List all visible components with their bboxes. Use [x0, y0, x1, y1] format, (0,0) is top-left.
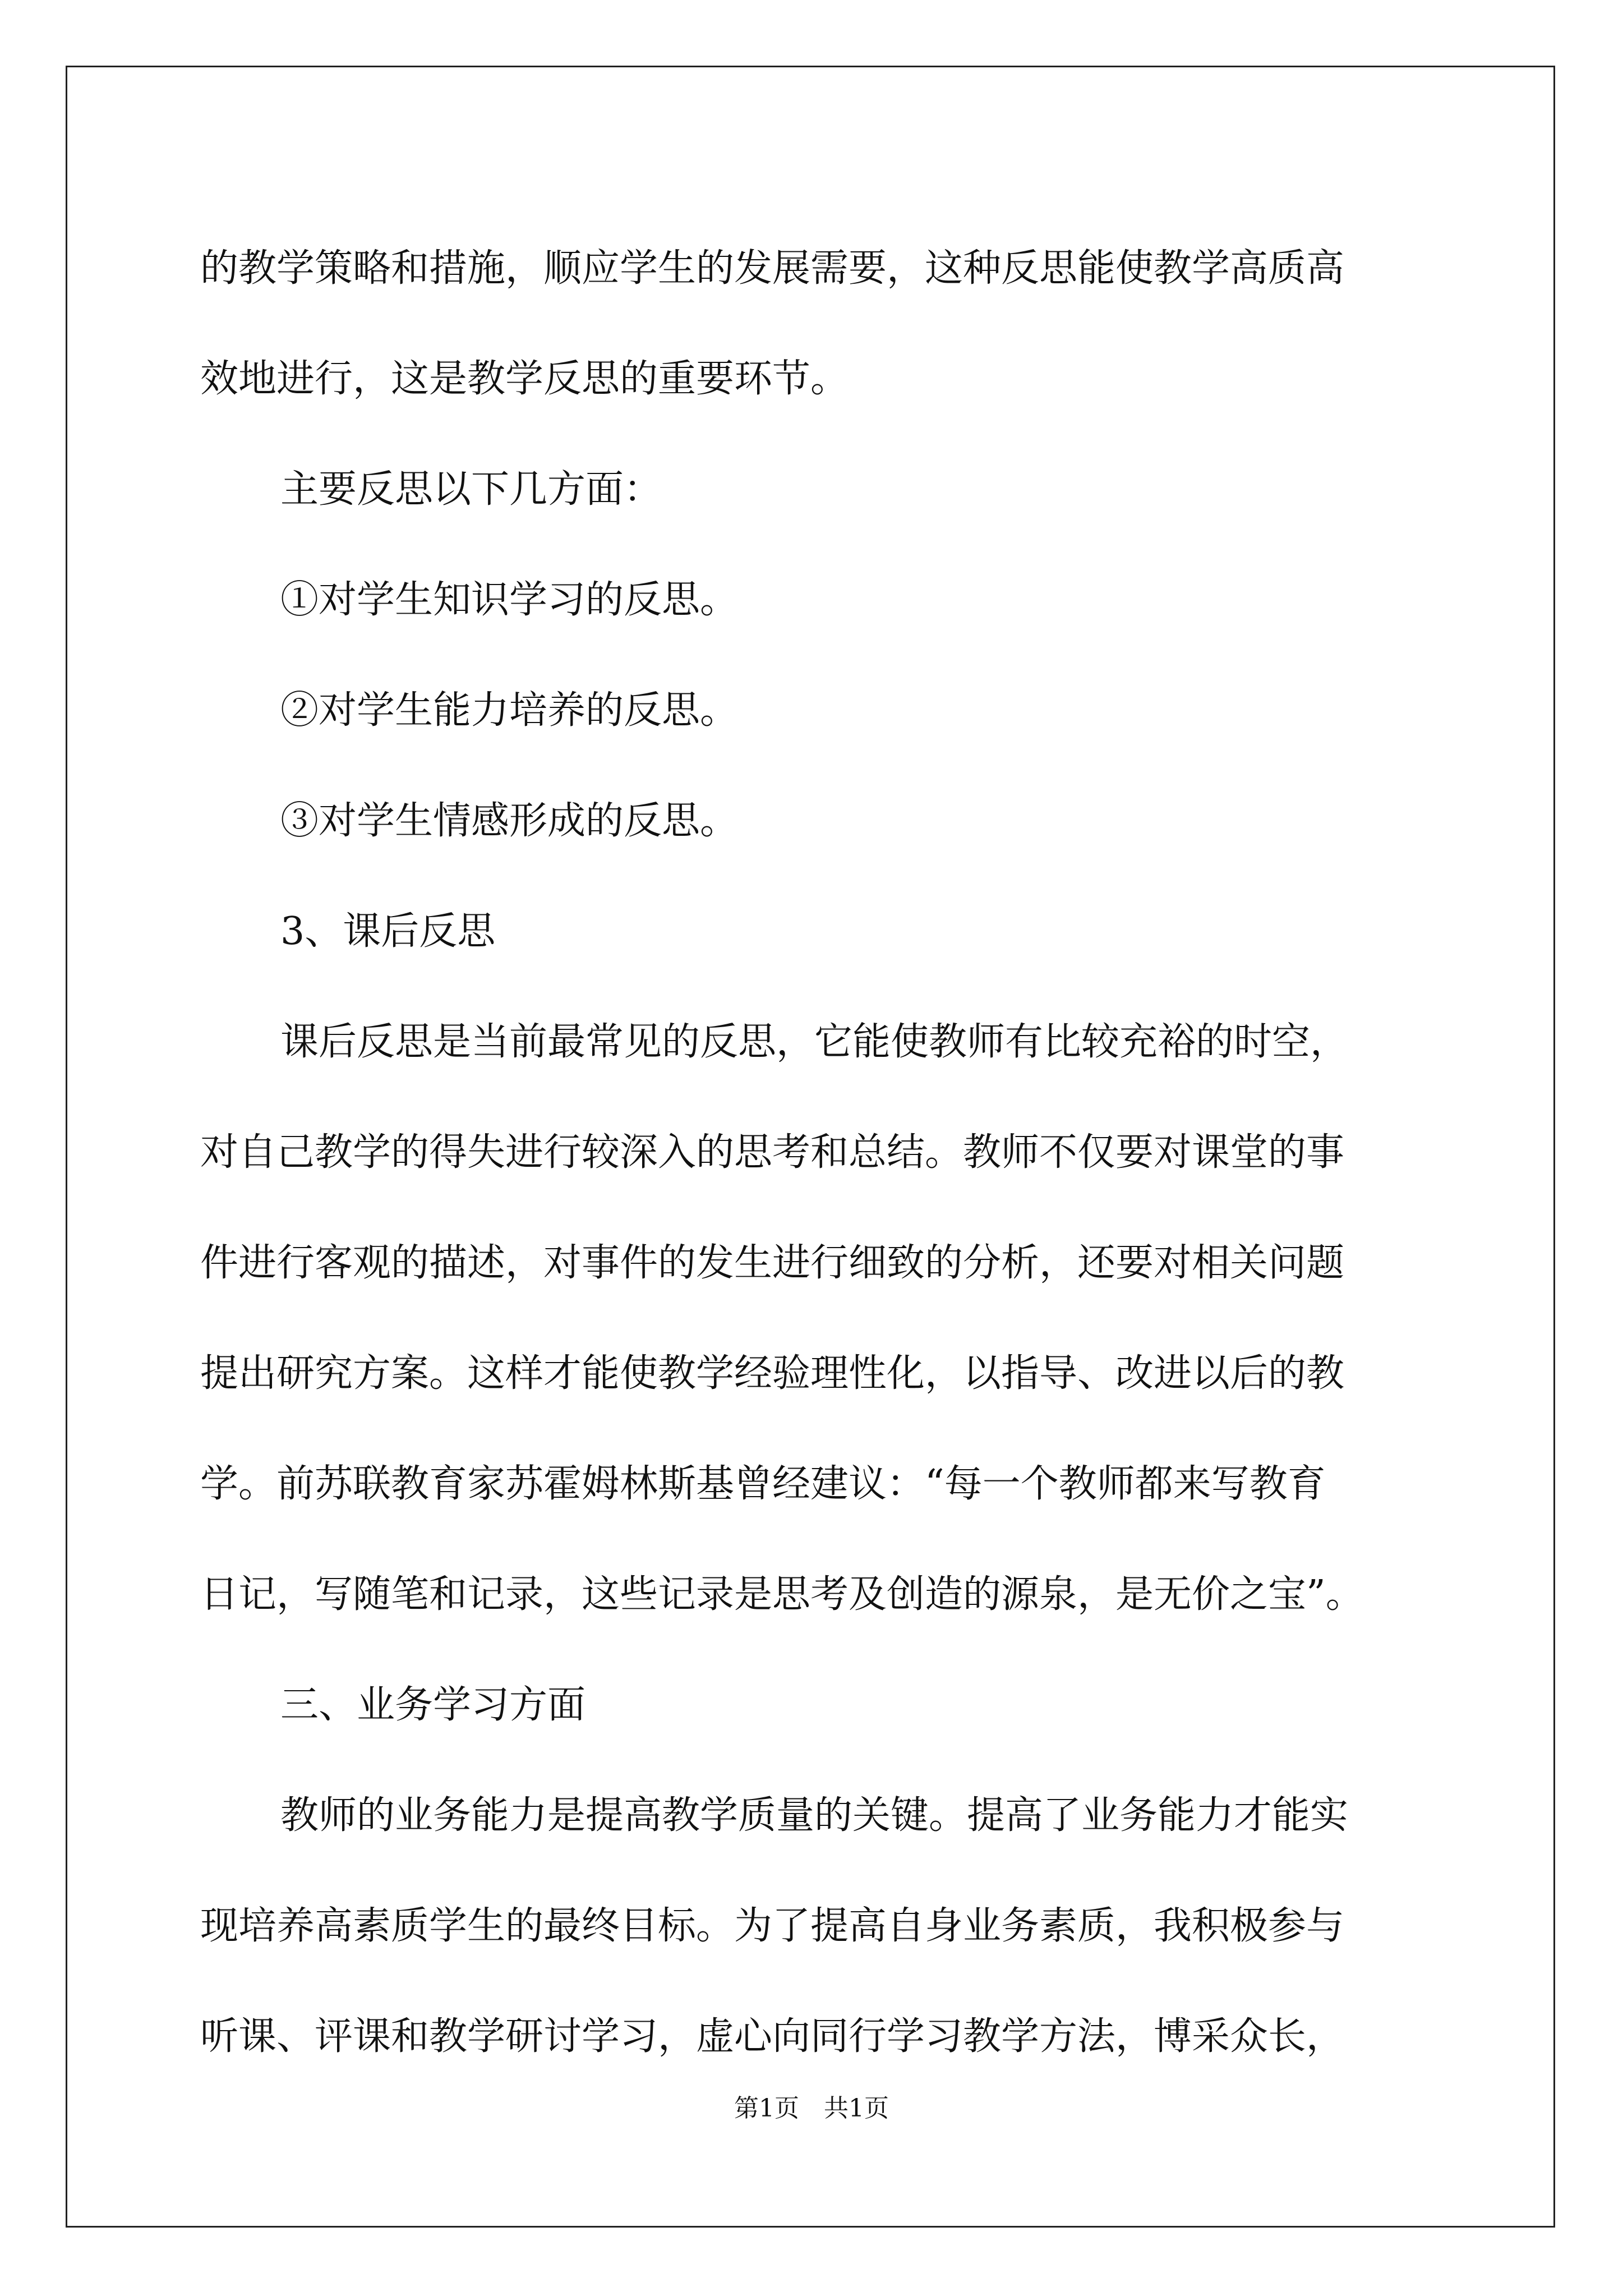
text-line-6: ③对学生情感形成的反思。: [280, 799, 739, 843]
text-line-9: 对自己教学的得失进行较深入的思考和总结。教师不仅要对课堂的事: [200, 1130, 1345, 1175]
section-heading-professional-study: 三、业务学习方面: [280, 1683, 586, 1727]
text-line-5: ②对学生能力培养的反思。: [280, 688, 739, 733]
text-line-13: 日记，写随笔和记录，这些记录是思考及创造的源泉，是无价之宝”。: [200, 1572, 1364, 1617]
text-line-10: 件进行客观的描述，对事件的发生进行细致的分析，还要对相关问题: [200, 1241, 1345, 1285]
text-line-12: 学。前苏联教育家苏霍姆林斯基曾经建议：“每一个教师都来写教育: [200, 1462, 1326, 1506]
section-heading-post-class-reflection: 3、课后反思: [280, 909, 496, 954]
text-line-17: 听课、评课和教学研讨学习，虚心向同行学习教学方法，博采众长，: [200, 2014, 1345, 2059]
text-line-11: 提出研究方案。这样才能使教学经验理性化，以指导、改进以后的教: [200, 1351, 1345, 1396]
text-line-15: 教师的业务能力是提高教学质量的关键。提高了业务能力才能实: [280, 1793, 1349, 1838]
text-line-3: 主要反思以下几方面：: [280, 467, 662, 512]
page-number-footer: 第1页 共1页: [734, 2094, 889, 2123]
document-body: [200, 213, 1428, 2092]
text-line-8: 课后反思是当前最常见的反思，它能使教师有比较充裕的时空，: [280, 1020, 1349, 1064]
text-line-4: ①对学生知识学习的反思。: [280, 578, 739, 622]
text-line-2: 效地进行，这是教学反思的重要环节。: [200, 357, 849, 401]
text-line-16: 现培养高素质学生的最终目标。为了提高自身业务素质，我积极参与: [200, 1904, 1345, 1948]
text-line-1: 的教学策略和措施，顺应学生的发展需要，这种反思能使教学高质高: [200, 246, 1345, 291]
